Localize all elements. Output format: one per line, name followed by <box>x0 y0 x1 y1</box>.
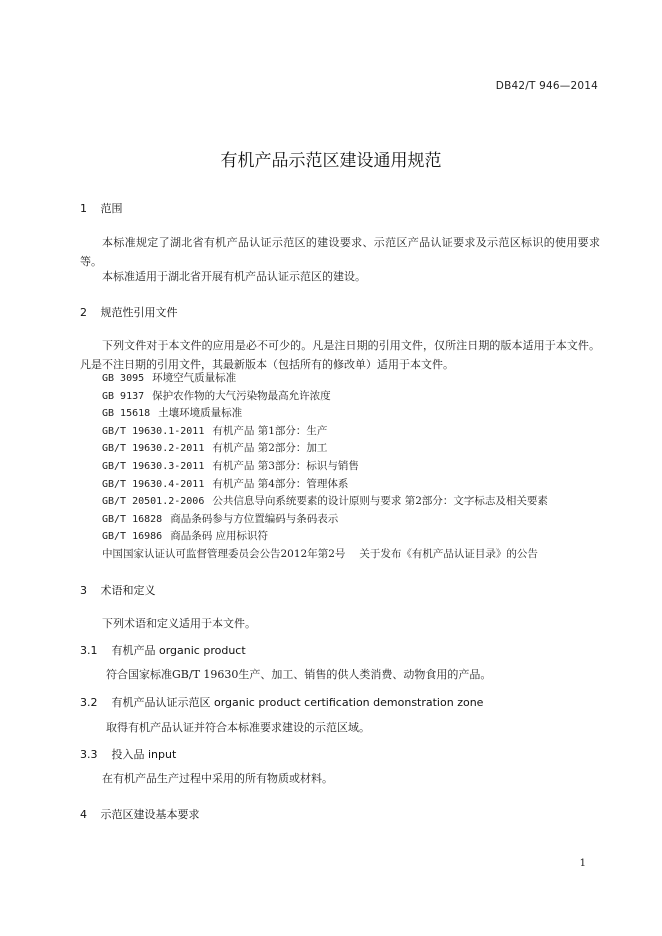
reference-code: GB 15618 <box>102 408 151 420</box>
section-number: 3 <box>80 584 87 597</box>
reference-code: GB/T 16828 <box>102 513 163 525</box>
section-1-paragraph-2: 本标准适用于湖北省开展有机产品认证示范区的建设。 <box>102 270 366 283</box>
section-title: 示范区建设基本要求 <box>100 808 200 821</box>
section-title: 规范性引用文件 <box>100 306 178 319</box>
section-number: 2 <box>80 306 87 319</box>
reference-code: GB 3095 <box>102 373 145 384</box>
reference-item <box>102 476 548 494</box>
section-number: 1 <box>80 202 87 215</box>
reference-code: GB/T 20501.2-2006 <box>102 496 205 508</box>
reference-code: GB/T 19630.2-2011 <box>102 443 205 455</box>
document-title: 有机产品示范区建设通用规范 <box>220 151 442 171</box>
term-name: 投入品 input <box>111 748 177 761</box>
term-3-1-definition: 符合国家标准GB/T 19630生产、加工、销售的供人类消费、动物食用的产品。 <box>106 668 492 681</box>
section-2-heading <box>80 304 178 320</box>
term-3-2-definition: 取得有机产品认证并符合本标准要求建设的示范区域。 <box>106 721 370 734</box>
reference-title: 土壤环境质量标准 <box>158 407 243 420</box>
reference-code: GB 9137 <box>102 390 145 402</box>
section-3-intro: 下列术语和定义适用于本文件。 <box>102 617 256 630</box>
term-number: 3.3 <box>80 748 98 761</box>
section-title: 术语和定义 <box>100 584 156 597</box>
reference-code: GB/T 19630.1-2011 <box>102 425 205 437</box>
reference-title: 有机产品 第2部分：加工 <box>212 442 328 455</box>
reference-item <box>102 458 548 476</box>
reference-code: GB/T 19630.4-2011 <box>102 478 205 490</box>
term-number: 3.1 <box>80 644 98 657</box>
section-4-heading <box>80 806 200 822</box>
term-3-3-definition: 在有机产品生产过程中采用的所有物质或材料。 <box>102 772 333 785</box>
reference-item <box>102 388 548 406</box>
section-number: 4 <box>80 808 87 821</box>
reference-title: 环境空气质量标准 <box>152 372 237 384</box>
section-title: 范围 <box>100 202 123 215</box>
reference-code: 中国国家认证认可监督管理委员会公告2012年第2号 <box>102 547 346 560</box>
reference-item <box>102 528 548 546</box>
page-number: 1 <box>579 858 586 869</box>
normative-reference-list <box>102 370 548 564</box>
section-1-heading <box>80 200 123 216</box>
reference-title: 商品条码参与方位置编码与条码表示 <box>170 512 339 525</box>
term-3-1-heading <box>80 642 246 658</box>
reference-item <box>102 546 548 564</box>
term-number: 3.2 <box>80 696 98 709</box>
reference-item <box>102 493 548 511</box>
term-name: 有机产品认证示范区 organic product certification demonstration zone <box>111 696 484 709</box>
reference-title: 有机产品 第3部分：标识与销售 <box>212 459 359 472</box>
section-1-paragraph-1: 本标准规定了湖北省有机产品认证示范区的建设要求、示范区产品认证要求及示范区标识的使用要求等。 <box>80 236 600 268</box>
section-2-intro: 下列文件对于本文件的应用是必不可少的。凡是注日期的引用文件，仅所注日期的版本适用于本文件。凡是不注日期的引用文件，其最新版本（包括所有的修改单）适用于本文件。 <box>80 339 600 371</box>
reference-code: GB/T 16986 <box>102 531 163 543</box>
reference-title: 有机产品 第4部分：管理体系 <box>212 477 349 490</box>
reference-item <box>102 370 548 388</box>
reference-item <box>102 440 548 458</box>
reference-item <box>102 511 548 529</box>
reference-title: 公共信息导向系统要素的设计原则与要求 第2部分：文字标志及相关要素 <box>212 495 548 508</box>
reference-title: 商品条码 应用标识符 <box>170 530 269 543</box>
term-3-3-heading <box>80 746 176 762</box>
reference-title: 关于发布《有机产品认证目录》的公告 <box>359 547 538 560</box>
reference-code: GB/T 19630.3-2011 <box>102 460 205 472</box>
section-3-heading <box>80 582 156 598</box>
reference-title: 保护农作物的大气污染物最高允许浓度 <box>152 389 331 402</box>
reference-title: 有机产品 第1部分：生产 <box>212 424 328 437</box>
term-name: 有机产品 organic product <box>111 644 246 657</box>
term-3-2-heading <box>80 694 483 710</box>
standard-code: DB42/T 946—2014 <box>495 80 598 92</box>
reference-item <box>102 405 548 423</box>
reference-item <box>102 423 548 441</box>
